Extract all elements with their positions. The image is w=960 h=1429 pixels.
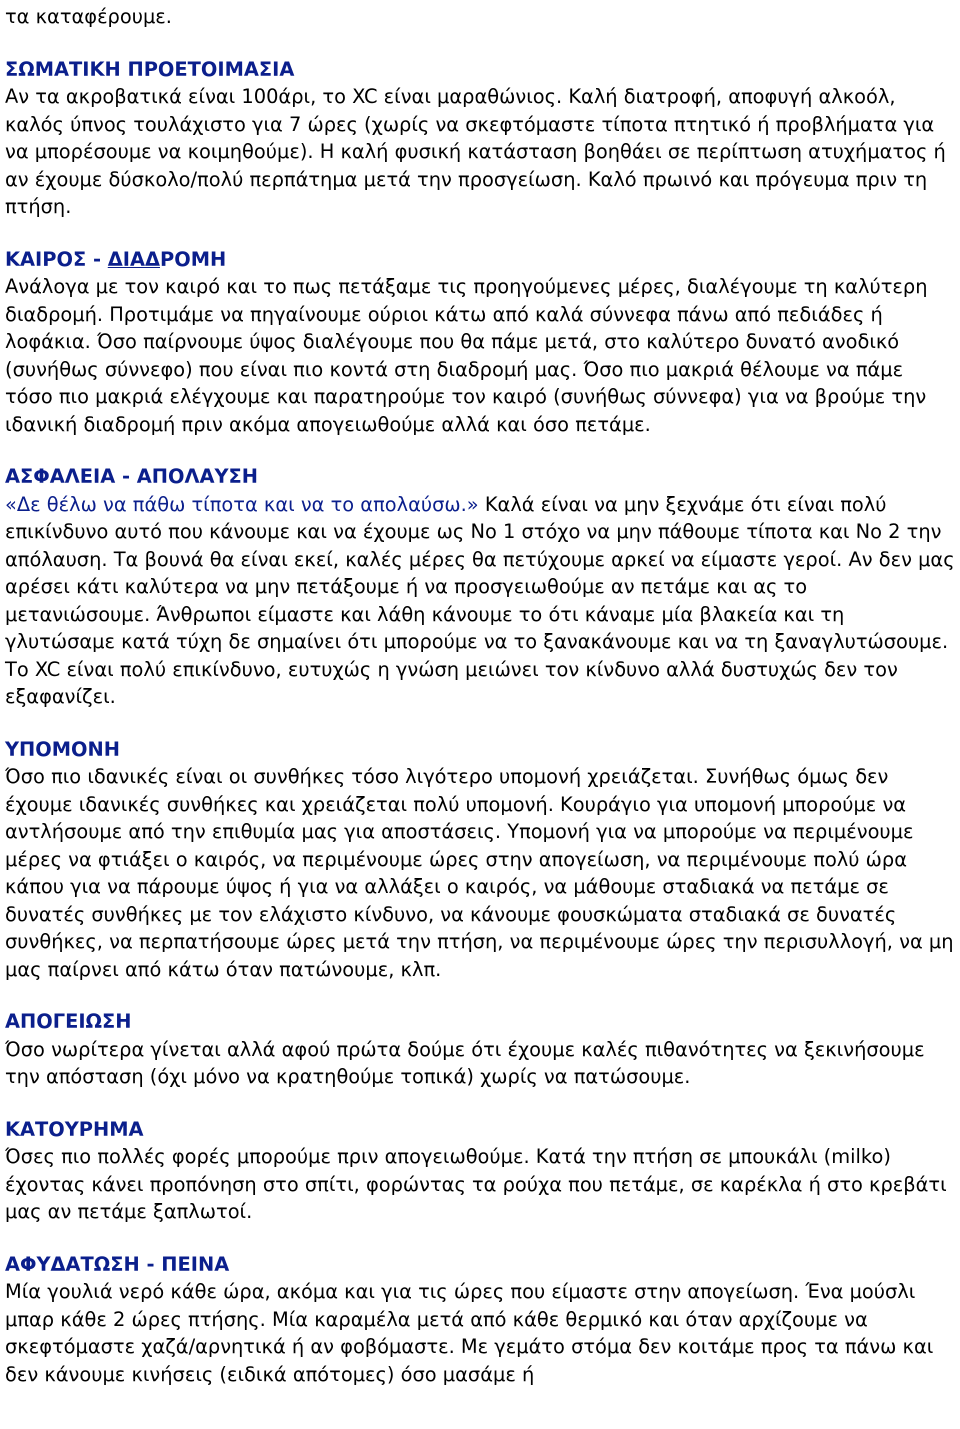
section-heading xyxy=(5,246,955,274)
section-body: Όσο νωρίτερα γίνεται αλλά αφού πρώτα δούμε ότι έχουμε καλές πιθανότητες να ξεκινήσουμε την απόσταση (όχι μόνο να κρατηθούμε τοπικά) χωρίς να πατώσουμε. xyxy=(5,1037,925,1088)
section-heading: ΚΑΤΟΥΡΗΜΑ xyxy=(5,1117,144,1141)
section-weather-route xyxy=(5,246,955,439)
section-physical-preparation xyxy=(5,56,955,221)
section-heading: ΥΠΟΜΟΝΗ xyxy=(5,737,120,761)
section-heading: ΑΦΥΔΑΤΩΣΗ - ΠΕΙΝΑ xyxy=(5,1252,230,1276)
section-body: Όσο πιο ιδανικές είναι οι συνθήκες τόσο λιγότερο υπομονή χρειάζεται. Συνήθως όμως δεν έχουμε ιδανικές συνθήκες και χρειάζεται πολύ υπομονή. Κουράγιο για υπομονή μπορούμε να αντλήσουμε από την επιθυμία μας για αποστάσεις. Υπομονή για να μπορούμε να περιμένουμε μέρες να φτιάξει ο καιρός, να περιμένουμε ώρες στην απογείωση, να περιμένουμε πολύ ώρα κάπου για να πάρουμε ύψος ή για να αλλάξει ο καιρός, να μάθουμε σταδιακά να πετάμε σε δυνατές συνθήκες με τον ελάχιστο κίνδυνο, να κάνουμε φουσκώματα σταδιακά σε δυνατές συνθήκες, να περπατήσουμε ώρες μετά την πτήση, να περιμένουμε ώρες την περισυλλογή, να μη μας παίρνει από κάτω όταν πατώνουμε, κλπ. xyxy=(5,765,954,981)
section-heading: ΑΠΟΓΕΙΩΣΗ xyxy=(5,1010,132,1033)
section-takeoff xyxy=(5,1008,955,1091)
section-body: Ανάλογα με τον καιρό και το πως πετάξαμε τις προηγούμενες μέρες, διαλέγουμε τη καλύτερη διαδρομή. Προτιμάμε να πηγαίνουμε ούριοι κάτω από καλά σύννεφα πάνω από πεδιάδες ή λοφάκια. Όσο παίρνουμε ύψος διαλέγουμε που θα πάμε μετά, στο καλύτερο δυνατό ανοδικό (συνήθως σύννεφο) που είναι πιο κοντά στη διαδρομή μας. Όσο πιο μακριά θέλουμε να πάμε τόσο πιο μακριά ελέγχουμε και παρατηρούμε τον καιρό (συνήθως σύννεφα) για να βρούμε την ιδανική διαδρομή πριν ακόμα απογειωθούμε αλλά και όσο πετάμε. xyxy=(5,275,928,436)
section-heading: ΣΩΜΑΤΙΚΗ ΠΡΟΕΤΟΙΜΑΣΙΑ xyxy=(5,57,295,81)
heading-prefix: ΚΑΙΡΟΣ - xyxy=(5,247,108,271)
section-patience xyxy=(5,736,955,984)
section-body xyxy=(5,491,955,711)
section-body: Όσες πιο πολλές φορές μπορούμε πριν απογειωθούμε. Κατά την πτήση σε μπουκάλι (milko) έχοντας κάνει προπόνηση στο σπίτι, φορώντας τα ρούχα που πετάμε, σε καρέκλα ή στο κρεβάτι μας αν πετάμε ξαπλωτοί. xyxy=(5,1145,947,1223)
section-body: Μία γουλιά νερό κάθε ώρα, ακόμα και για τις ώρες που είμαστε στην απογείωση. Ένα μούσλι μπαρ κάθε 2 ώρες πτήσης. Μία καραμέλα μετά από κάθε θερμικό και όταν αρχίζουμε να σκεφτόμαστε χαζά/αρνητικά ή αν φοβόμαστε. Με γεμάτο στόμα δεν κοιτάμε προς τα πάνω και δεν κάνουμε κινήσεις (ειδικά απότομες) όσο μασάμε ή xyxy=(5,1280,934,1386)
body-quote: «Δε θέλω να πάθω τίποτα και να το απολαύσω.» xyxy=(5,492,479,516)
heading-underlined: ΔΙΑΔ xyxy=(107,247,160,271)
section-urination xyxy=(5,1116,955,1226)
body-rest: Καλά είναι να μην ξεχνάμε ότι είναι πολύ επικίνδυνο αυτό που κάνουμε και να έχουμε ως Νο 1 στόχο να μην πάθουμε τίποτα και Νο 2 την απόλαυση. Τα βουνά θα είναι εκεί, καλές μέρες θα πετύχουμε αρκεί να είμαστε γεροί. Αν δεν μας αρέσει κάτι καλύτερα να μην πετάξουμε ή να προσγειωθούμε αν πετάμε και ας το μετανιώσουμε. Άνθρωποι είμαστε και λάθη κάνουμε το ότι κάναμε μία βλακεία και τη γλυτώσαμε κατά τύχη δε σημαίνει ότι μπορούμε να το ξανακάνουμε και να τη ξαναγλυτώσουμε. Το XC είναι πολύ επικίνδυνο, ευτυχώς η γνώση μειώνει τον κίνδυνο αλλά δυστυχώς δεν τον εξαφανίζει. xyxy=(5,492,955,708)
section-body: Αν τα ακροβατικά είναι 100άρι, το XC είναι μαραθώνιος. Καλή διατροφή, αποφυγή αλκοόλ, καλός ύπνος τουλάχιστο για 7 ώρες (χωρίς να σκεφτόμαστε τίποτα πτητικό ή προβλήματα για να μπορέσουμε να κοιμηθούμε). Η καλή φυσική κατάσταση βοηθάει σε περίπτωση ατυχήματος ή αν έχουμε δύσκολο/πολύ περπάτημα μετά την προσγείωση. Καλό πρωινό και πρόγευμα πριν τη πτήση. xyxy=(5,85,946,218)
intro-line: τα καταφέρουμε. xyxy=(5,5,172,28)
document-page xyxy=(5,0,955,1388)
section-dehydration-hunger xyxy=(5,1251,955,1389)
section-safety-enjoyment xyxy=(5,463,955,711)
heading-suffix: ΡΟΜΗ xyxy=(160,247,227,271)
section-heading: ΑΣΦΑΛΕΙΑ - ΑΠΟΛΑΥΣΗ xyxy=(5,465,259,488)
